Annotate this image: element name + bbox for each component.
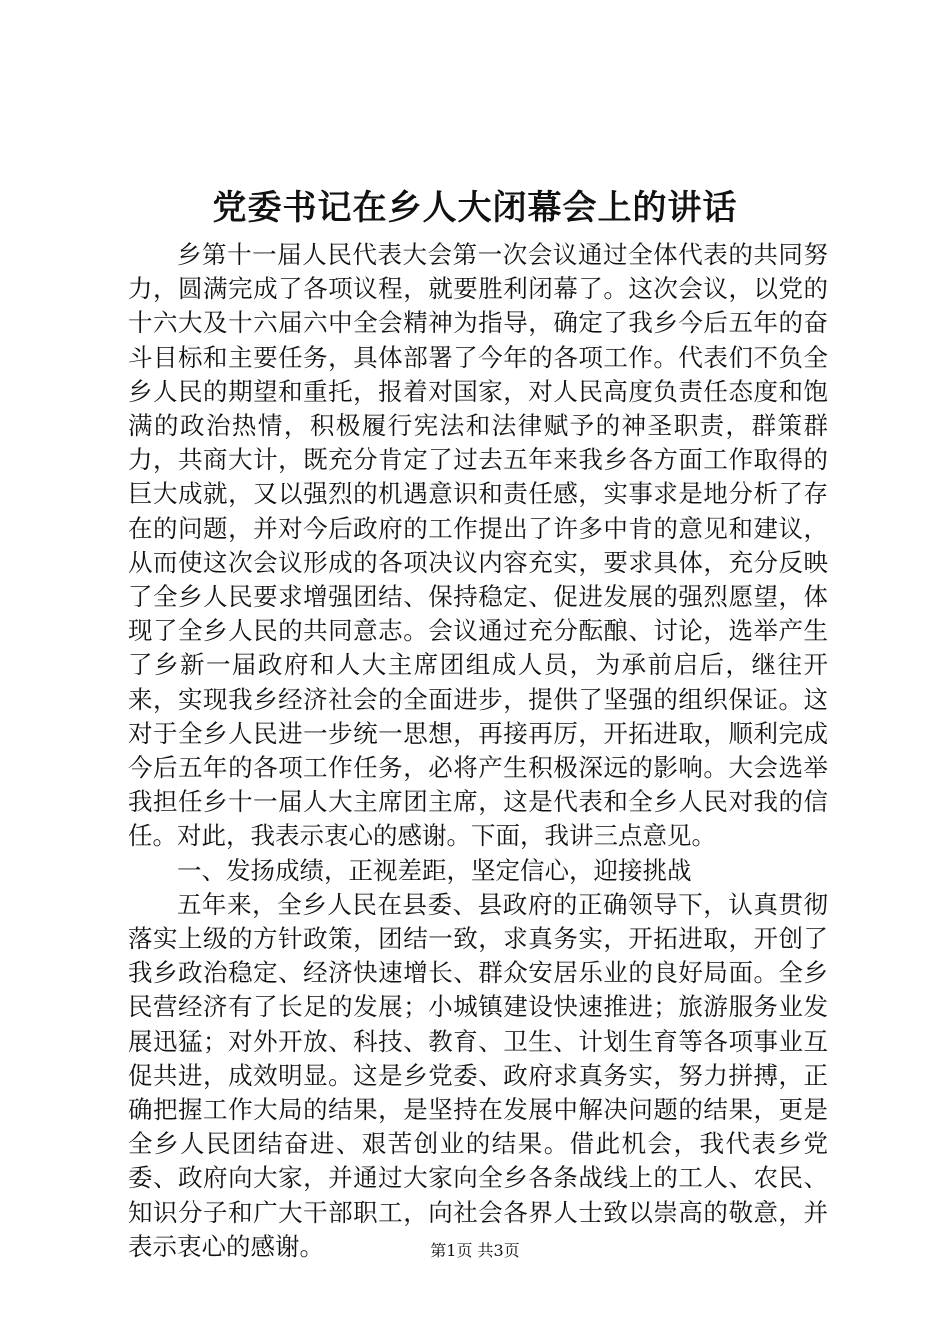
- paragraph-achievements: 五年来，全乡人民在县委、县政府的正确领导下，认真贯彻落实上级的方针政策，团结一致，求真务实，开拓进取，开创了我乡政治稳定、经济快速增长、群众安居乐业的良好局面。全乡民营经济有了长足的发展；小城镇建设快速推进；旅游服务业发展迅猛；对外开放、科技、教育、卫生、计划生育等各项事业互促共进，成效明显。这是乡党委、政府求真务实，努力拼搏，正确把握工作大局的结果，是坚持在发展中解决问题的结果，更是全乡人民团结奋进、艰苦创业的结果。借此机会，我代表乡党委、政府向大家，并通过大家向全乡各条战线上的工人、农民、知识分子和广大干部职工，向社会各界人士致以崇高的敬意，并表示衷心的感谢。: [128, 889, 828, 1261]
- document-body: [128, 238, 828, 1264]
- paragraph-intro: 乡第十一届人民代表大会第一次会议通过全体代表的共同努力，圆满完成了各项议程，就要胜利闭幕了。这次会议，以党的十六大及十六届六中全会精神为指导，确定了我乡今后五年的奋斗目标和主要任务，具体部署了今年的各项工作。代表们不负全乡人民的期望和重托，报着对国家，对人民高度负责任态度和饱满的政治热情，积极履行宪法和法律赋予的神圣职责，群策群力，共商大计，既充分肯定了过去五年来我乡各方面工作取得的巨大成就，又以强烈的机遇意识和责任感，实事求是地分析了存在的问题，并对今后政府的工作提出了许多中肯的意见和建议，从而使这次会议形成的各项决议内容充实，要求具体，充分反映了全乡人民要求增强团结、保持稳定、促进发展的强烈愿望，体现了全乡人民的共同意志。会议通过充分酝酿、讨论，选举产生了乡新一届政府和人大主席团组成人员，为承前启后，继往开来，实现我乡经济社会的全面进步，提供了坚强的组织保证。这对于全乡人民进一步统一思想，再接再厉，开拓进取，顺利完成今后五年的各项工作任务，必将产生积极深远的影响。大会选举我担任乡十一届人大主席团主席，这是代表和全乡人民对我的信任。对此，我表示衷心的感谢。下面，我讲三点意见。: [128, 240, 828, 851]
- document-title: 党委书记在乡人大闭幕会上的讲话: [212, 188, 738, 228]
- page-footer: 第1页 共3页: [430, 1241, 520, 1260]
- section-heading-1: 一、发扬成绩，正视差距，坚定信心，迎接挑战: [177, 855, 692, 885]
